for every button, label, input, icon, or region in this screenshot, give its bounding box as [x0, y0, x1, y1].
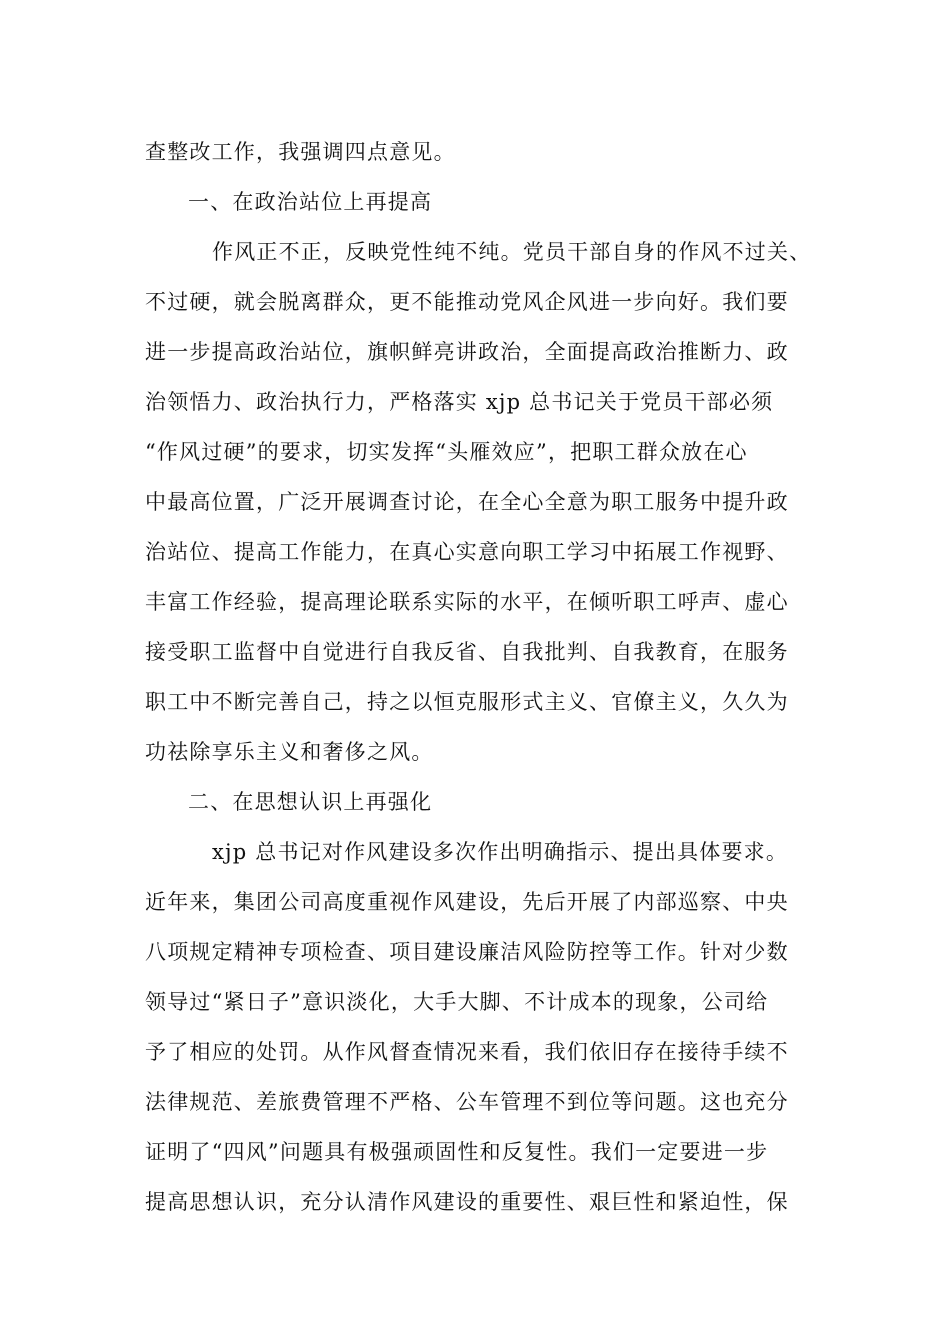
paragraph-line: 治站位、提高工作能力，在真心实意向职工学习中拓展工作视野、	[145, 540, 789, 564]
paragraph-line: 丰富工作经验，提高理论联系实际的水平，在倾听职工呼声、虚心	[145, 590, 789, 614]
paragraph-line: 予了相应的处罚。从作风督查情况来看，我们依旧存在接待手续不	[145, 1040, 789, 1064]
paragraph-line: 中最高位置，广泛开展调查讨论，在全心全意为职工服务中提升政	[145, 490, 789, 514]
paragraph-line: 法律规范、差旅费管理不严格、公车管理不到位等问题。这也充分	[145, 1090, 789, 1114]
paragraph-line: 功祛除享乐主义和奢侈之风。	[145, 740, 434, 764]
paragraph-line: 不过硬，就会脱离群众，更不能推动党风企风进一步向好。我们要	[145, 290, 789, 314]
paragraph-line: 接受职工监督中自觉进行自我反省、自我批判、自我教育，在服务	[145, 640, 789, 664]
section-heading: 一、在政治站位上再提高	[188, 190, 433, 214]
paragraph-line: 职工中不断完善自己，持之以恒克服形式主义、官僚主义，久久为	[145, 690, 789, 714]
paragraph-line: 证明了“四风”问题具有极强顽固性和反复性。我们一定要进一步	[145, 1140, 769, 1164]
paragraph-line: 作风正不正，反映党性纯不纯。党员干部自身的作风不过关、	[212, 240, 812, 264]
paragraph-line: 领导过“紧日子”意识淡化，大手大脚、不计成本的现象，公司给	[145, 990, 769, 1014]
paragraph-line: 进一步提高政治站位，旗帜鲜亮讲政治，全面提高政治推断力、政	[145, 340, 789, 364]
paragraph-line: 治领悟力、政治执行力，严格落实 xjp 总书记关于党员干部必须	[145, 390, 774, 414]
paragraph-line: 提高思想认识，充分认清作风建设的重要性、艰巨性和紧迫性，保	[145, 1190, 789, 1214]
section-heading: 二、在思想认识上再强化	[188, 790, 433, 814]
paragraph-line: 近年来，集团公司高度重视作风建设，先后开展了内部巡察、中央	[145, 890, 789, 914]
paragraph-line: xjp 总书记对作风建设多次作出明确指示、提出具体要求。	[212, 840, 789, 864]
paragraph-line: 八项规定精神专项检查、项目建设廉洁风险防控等工作。针对少数	[145, 940, 789, 964]
paragraph-line: “作风过硬”的要求，切实发挥“头雁效应”，把职工群众放在心	[145, 440, 748, 464]
paragraph-line: 查整改工作，我强调四点意见。	[145, 140, 456, 164]
